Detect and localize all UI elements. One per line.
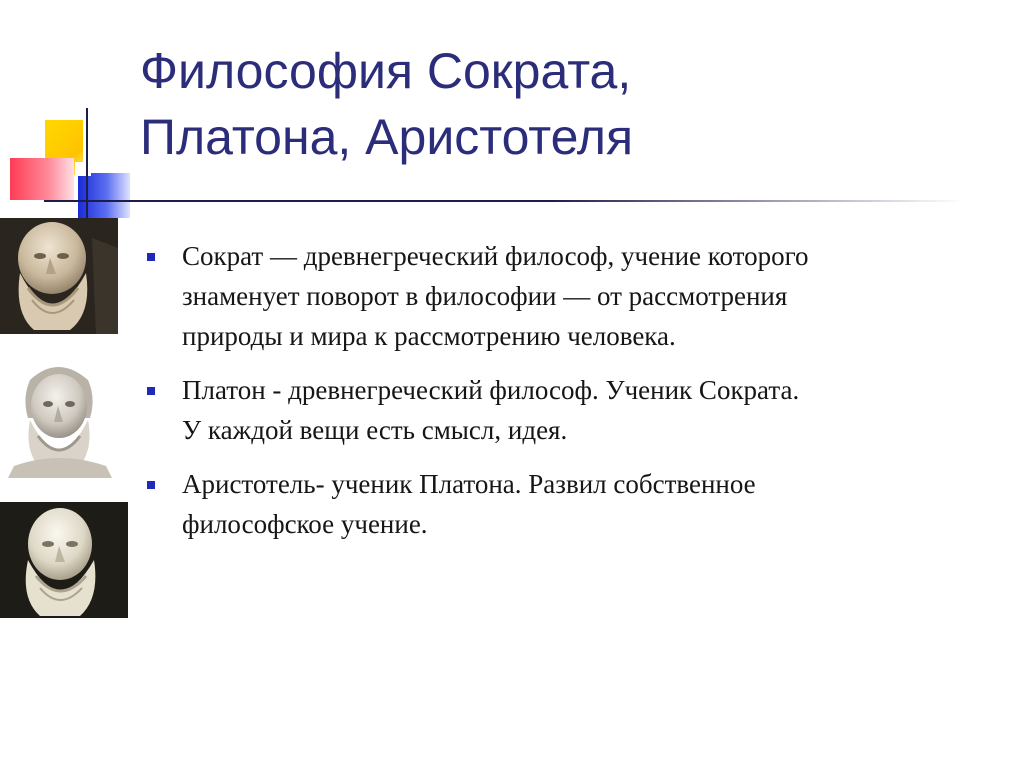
bullet-text-line: Платон - древнегреческий философ. Ученик Сократа. xyxy=(182,375,800,405)
socrates-bust-icon xyxy=(0,218,118,334)
title-underline-rule xyxy=(44,200,964,202)
aristotle-bust-image xyxy=(0,502,128,618)
bullet-text-line: философское учение. xyxy=(182,509,428,539)
white-square-decoration xyxy=(75,162,91,176)
title-line-2: Платона, Аристотеля xyxy=(140,109,634,165)
bullet-square-icon xyxy=(147,253,155,261)
bullet-socrates xyxy=(147,236,987,356)
bullet-text-line: У каждой вещи есть смысл, идея. xyxy=(182,415,568,445)
bullet-text-line: знаменует поворот в философии — от рассмотрения xyxy=(182,281,788,311)
bullet-square-icon xyxy=(147,481,155,489)
bullet-text-line: природы и мира к рассмотрению человека. xyxy=(182,321,676,351)
bullet-list xyxy=(147,236,987,558)
aristotle-bust-icon xyxy=(0,502,128,618)
bullet-square-icon xyxy=(147,387,155,395)
vertical-rule xyxy=(86,108,88,220)
bullet-text-line: Сократ — древнегреческий философ, учение которого xyxy=(182,241,809,271)
bullet-plato xyxy=(147,370,987,450)
plato-bust-icon xyxy=(0,358,120,478)
slide-title xyxy=(140,38,960,170)
title-line-1: Философия Сократа, xyxy=(140,43,632,99)
bullet-aristotle xyxy=(147,464,987,544)
socrates-bust-image xyxy=(0,218,118,334)
bullet-text-line: Аристотель- ученик Платона. Развил собственное xyxy=(182,469,756,499)
red-square-decoration xyxy=(10,158,74,200)
plato-bust-image xyxy=(0,358,120,478)
